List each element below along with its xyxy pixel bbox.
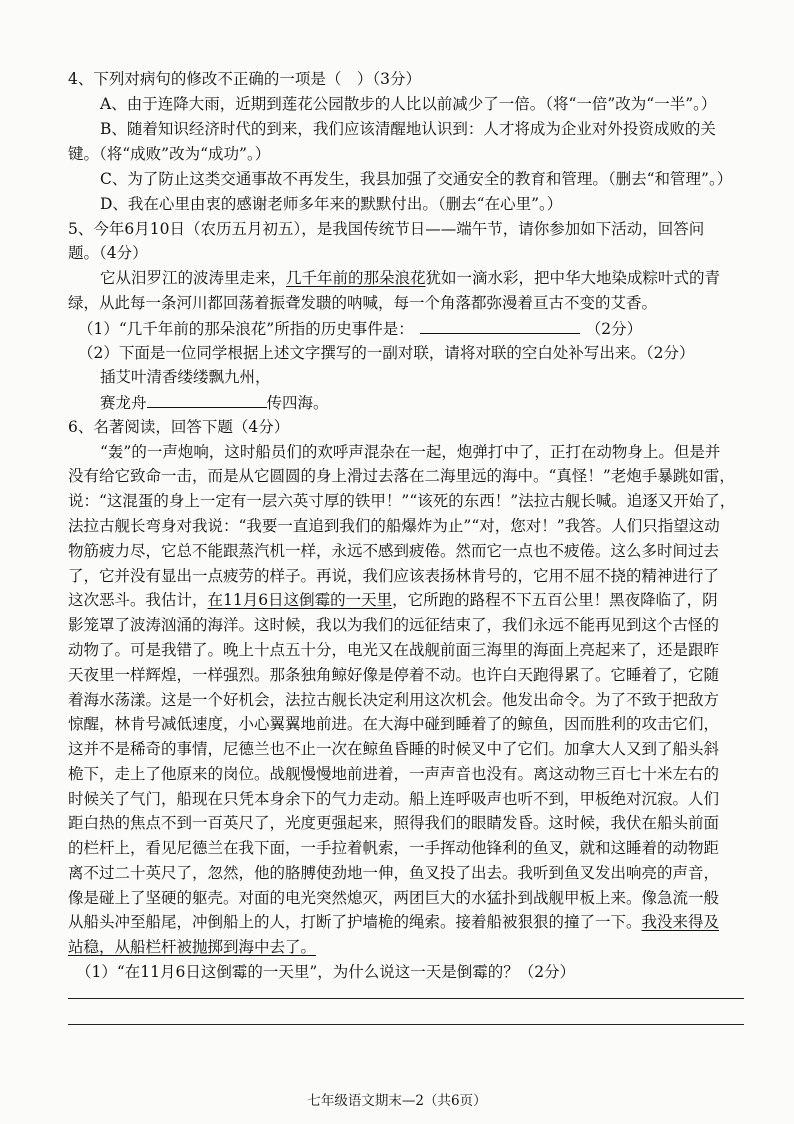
q6-passage-line: 着海水荡漾。这是一个好机会，法拉古舰长决定利用这次机会。他发出命令。为了不致于把敌方: [68, 691, 720, 709]
q5-couplet-line2: [100, 391, 746, 415]
q6-underlined-sentence: 站稳，从船栏杆被抛掷到海中去了。: [68, 938, 317, 956]
q5-stem: 5、今年6月10日（农历五月初五），是我国传统节日——端午节，请你参加如下活动，回答问: [68, 220, 705, 238]
q5-sub1-score: （2分）: [585, 320, 643, 338]
answer-line[interactable]: [68, 998, 744, 999]
q6-passage-line: 物筋疲力尽，它总不能跟蒸汽机一样，永远不感到疲倦。然而它一点也不疲倦。这么多时间过去: [68, 542, 720, 560]
q6-passage-line: 桅下，走上了他原来的岗位。战舰慢慢地前进着，一声声音也没有。离这动物三百七十米左右的: [68, 765, 720, 783]
q6-passage-line: 天夜里一样辉煌，一样强烈。那条独角鲸好像是停着不动。也许白天跑得累了。它睡着了，它随: [68, 666, 720, 684]
q6-passage-line: [68, 614, 746, 637]
q5-passage-text: 它从汨罗江的波涛里走来，: [100, 269, 287, 287]
q6-sub-question: （1）“在11月6日这倒霉的一天里”，为什么说这一天是倒霉的？（2分）: [76, 963, 576, 981]
q6-passage-text: 这次恶斗。我估计，: [68, 591, 208, 609]
q6-passage-line: 没有给它致命一击，而是从它圆圆的身上滑过去落在二海里远的海中。“真怪！”老炮手暴跳如雷，: [68, 467, 735, 485]
q6-passage-line: “轰”的一声炮响，这时船员们的欢呼声混杂在一起，炮弹打中了，正打在动物身上。但是并: [100, 443, 721, 461]
q6-passage-line: 说：“这混蛋的身上一定有一层六英寸厚的铁甲！”“该死的东西！”法拉古舰长喊。追逐又开始了，: [68, 492, 736, 510]
q5-sub2: （2）下面是一位同学根据上述文字撰写的一副对联，请将对联的空白处补写出来。（2分）: [78, 344, 695, 362]
q5-passage-line1: [100, 267, 746, 290]
q6-passage-text: 从船头冲至船尾，冲倒船上的人，打断了护墙桅的绳索。接着船被狠狠的撞了一下。: [68, 913, 642, 931]
q6-underlined-sentence: 在11月6日这倒霉的一天里: [207, 591, 393, 609]
q6-passage-text: 影笼罩了波涛汹涌的海洋。: [68, 616, 255, 634]
q4-stem: 4、下列对病句的修改不正确的一项是（ ）（3分）: [68, 70, 421, 88]
page-footer: 七年级语文期末—2（共6页）: [307, 1093, 487, 1109]
q6-passage-line: [68, 911, 746, 934]
q6-passage-line: 动物了。可是我错了。晚上十点五十分，电光又在战舰前面三海里的海面上亮起来了，还是跟昨: [68, 641, 720, 659]
q5-couplet-text: 赛龙舟: [100, 394, 147, 412]
q6-passage-text: 这时候，我以为我们的远征结束了，我们永远不能再见到这个古怪的: [254, 616, 720, 634]
q6-stem: 6、名著阅读，回答下题（4分）: [68, 418, 290, 436]
q4-option-c: C、为了防止这类交通事故不再发生，我县加强了交通安全的教育和管理。（删去“和管理”。）: [100, 170, 733, 188]
q5-stem-cont: 题。（4分）: [68, 244, 148, 262]
answer-line[interactable]: [68, 1024, 744, 1025]
q4-option-b-cont: 键。（将“成败”改为“成功”。）: [68, 145, 271, 163]
q5-sub1-blank[interactable]: [420, 317, 580, 334]
q5-passage-text: 犹如一滴水彩，把中华大地染成粽叶式的青: [425, 269, 721, 287]
q5-couplet-blank[interactable]: [147, 391, 267, 408]
q5-underlined-phrase: 几千年前的那朵浪花: [286, 269, 426, 287]
q6-passage-line: 像是碰上了坚硬的躯壳。对面的电光突然熄灭，两团巨大的水猛扑到战舰甲板上来。像急流一般: [68, 889, 720, 907]
q6-passage-line: 离不过二十英尺了，忽然，他的胳膊使劲地一伸，鱼叉投了出去。我听到鱼叉发出响亮的声音，: [68, 864, 720, 882]
q6-passage-line: 这并不是稀奇的事情，尼德兰也不止一次在鲸鱼昏睡的时候叉中了它们。加拿大人又到了船头斜: [68, 740, 720, 758]
q6-passage-line: [68, 936, 746, 959]
q6-passage-line: 惊醒，林肯号减低速度，小心翼翼地前进。在大海中碰到睡着了的鲸鱼，因而胜利的攻击它们，: [68, 715, 720, 733]
q6-underlined-sentence: 我没来得及: [641, 913, 720, 931]
q6-passage-line: 法拉古舰长弯身对我说：“我要一直追到我们的船爆炸为止”“对，您对！”我答。人们只指望这动: [68, 517, 720, 535]
q6-passage-text: ，它所跑的路程不下五百公里！黑夜降临了，阴: [392, 591, 718, 609]
q5-couplet-text: 传四海。: [266, 394, 329, 412]
q4-option-d: D、我在心里由衷的感谢老师多年来的默默付出。（删去“在心里”。）: [100, 195, 563, 213]
q6-passage-line: 了，它并没有显出一点疲劳的样子。再说，我们应该表扬林肯号的，它用不屈不挠的精神进行了: [68, 567, 720, 585]
q4-option-b: B、随着知识经济时代的到来，我们应该清醒地认识到：人才将成为企业对外投资成败的关: [100, 120, 716, 138]
q5-sub1-text: （1）“几千年前的那朵浪花”所指的历史事件是：: [78, 320, 414, 338]
q5-sub1: [78, 317, 746, 341]
q4-option-a: A、由于连降大雨，近期到莲花公园散步的人比以前减少了一倍。（将“一倍”改为“一半”。）: [100, 95, 717, 113]
q6-passage-line: 时候关了气门，船现在只凭本身余下的气力走动。船上连呼吸声也听不到，甲板绝对沉寂。人们: [68, 790, 720, 808]
q5-passage-line2: 绿，从此每一条河川都回荡着振聋发聩的呐喊，每一个角落都弥漫着亘古不变的艾香。: [68, 294, 658, 312]
q6-passage-line: [68, 589, 746, 612]
q6-passage-line: 距白热的焦点不到一百英尺了，光度更强起来，照得我们的眼睛发昏。这时候，我伏在船头前面: [68, 814, 720, 832]
q5-couplet-line1: 插艾叶清香缕缕飘九州，: [100, 368, 271, 386]
q6-passage-line: 的栏杆上，看见尼德兰在我下面，一手拉着帆索，一手挥动他锋利的鱼叉，就和这睡着的动物距: [68, 839, 720, 857]
